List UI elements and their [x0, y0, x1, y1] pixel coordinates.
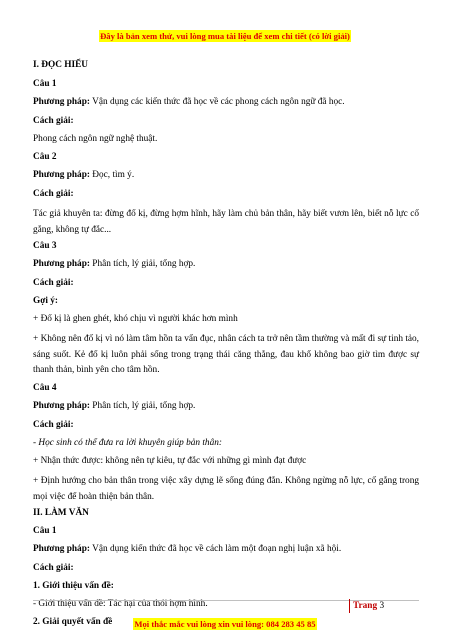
question-3-point-1: + Đố kị là ghen ghét, khó chịu vì người khác hơn mình	[33, 314, 238, 324]
method-label: Phương pháp:	[33, 544, 90, 554]
method-label: Phương pháp:	[33, 97, 90, 107]
method-text: Phân tích, lý giải, tổng hợp.	[89, 259, 196, 269]
question-4-point-2: + Định hướng cho bản thân trong việc xây dựng lẽ sống đúng đắn. Không ngừng nỗ lực, cố gắng trong mọi việc để hoàn thiện bản thân.	[33, 476, 419, 502]
method-text: Vận dụng các kiến thức đã học về các phong cách ngôn ngữ đã học.	[89, 97, 345, 107]
question-2-solution-label: Cách giải:	[33, 189, 74, 199]
preview-banner-text: Đây là bản xem thử, vui lòng mua tài liệu để xem chi tiết (có lời giải)	[100, 31, 350, 41]
section-heading-reading: I. ĐỌC HIỂU	[33, 60, 89, 70]
method-text: Phân tích, lý giải, tổng hợp.	[89, 401, 196, 411]
question-3-title: Câu 3	[33, 241, 57, 251]
writing-question-1-solution-label: Cách giải:	[33, 563, 74, 573]
question-3-solution-label: Cách giải:	[33, 278, 74, 288]
contact-footer	[0, 614, 450, 632]
method-text: Vận dụng kiến thức đã học về cách làm một đoạn nghị luận xã hội.	[89, 544, 342, 554]
question-1-solution-label: Cách giải:	[33, 116, 74, 126]
page-label: Trang	[353, 601, 378, 611]
document-body	[33, 60, 419, 631]
question-4-title: Câu 4	[33, 383, 57, 393]
heading-introduce-issue: 1. Giới thiệu vấn đề:	[33, 581, 114, 591]
question-4-point-1: + Nhận thức được: không nên tự kiêu, tự đắc với những gì mình đạt được	[33, 456, 307, 466]
method-label: Phương pháp:	[33, 259, 90, 269]
section-heading-writing: II. LÀM VĂN	[33, 508, 89, 518]
writing-question-1-title: Câu 1	[33, 526, 57, 536]
question-1-method	[33, 97, 419, 116]
question-2-method	[33, 170, 419, 189]
contact-footer-text: Mọi thắc mắc vui lòng xin vui lòng: 084 283 45 85	[134, 619, 316, 629]
question-3-hint-label: Gợi ý:	[33, 296, 59, 306]
page-number-value: 3	[379, 601, 385, 611]
method-label: Phương pháp:	[33, 170, 90, 180]
question-4-intro: - Học sinh có thể đưa ra lời khuyên giúp bản thân:	[33, 438, 222, 448]
question-2-answer: Tác giả khuyên ta: đừng đố kị, đừng hợm hĩnh, hãy làm chủ bản thân, hãy biết vươn lên, biết nỗ lực cố gắng, không tự đắc...	[33, 209, 419, 235]
question-3-method	[33, 259, 419, 278]
method-label: Phương pháp:	[33, 401, 90, 411]
question-3-point-2: + Không nên đố kị vì nó làm tâm hồn ta vẩn đục, nhân cách ta trở nên tầm thường và mất đi sự tinh tảo, sáng suốt. Kẻ đố kị luôn phải sống trong trạng thái căng thẳng, đau khổ không bao giờ tìm được sự thanh thản, bình yên cho tâm hồn.	[33, 334, 419, 375]
writing-question-1-method	[33, 544, 419, 563]
question-4-solution-label: Cách giải:	[33, 420, 74, 430]
question-2-title: Câu 2	[33, 152, 57, 162]
question-4-method	[33, 401, 419, 420]
heading-resolve-issue: 2. Giải quyết vấn đề	[33, 617, 113, 627]
method-text: Đọc, tìm ý.	[89, 170, 135, 180]
introduce-issue-text: - Giới thiệu vấn đề: Tác hại của thói hợm hĩnh.	[33, 599, 208, 609]
page-number	[349, 599, 384, 613]
question-1-answer: Phong cách ngôn ngữ nghệ thuật.	[33, 134, 158, 144]
preview-banner	[0, 26, 450, 44]
question-1-title: Câu 1	[33, 79, 57, 89]
